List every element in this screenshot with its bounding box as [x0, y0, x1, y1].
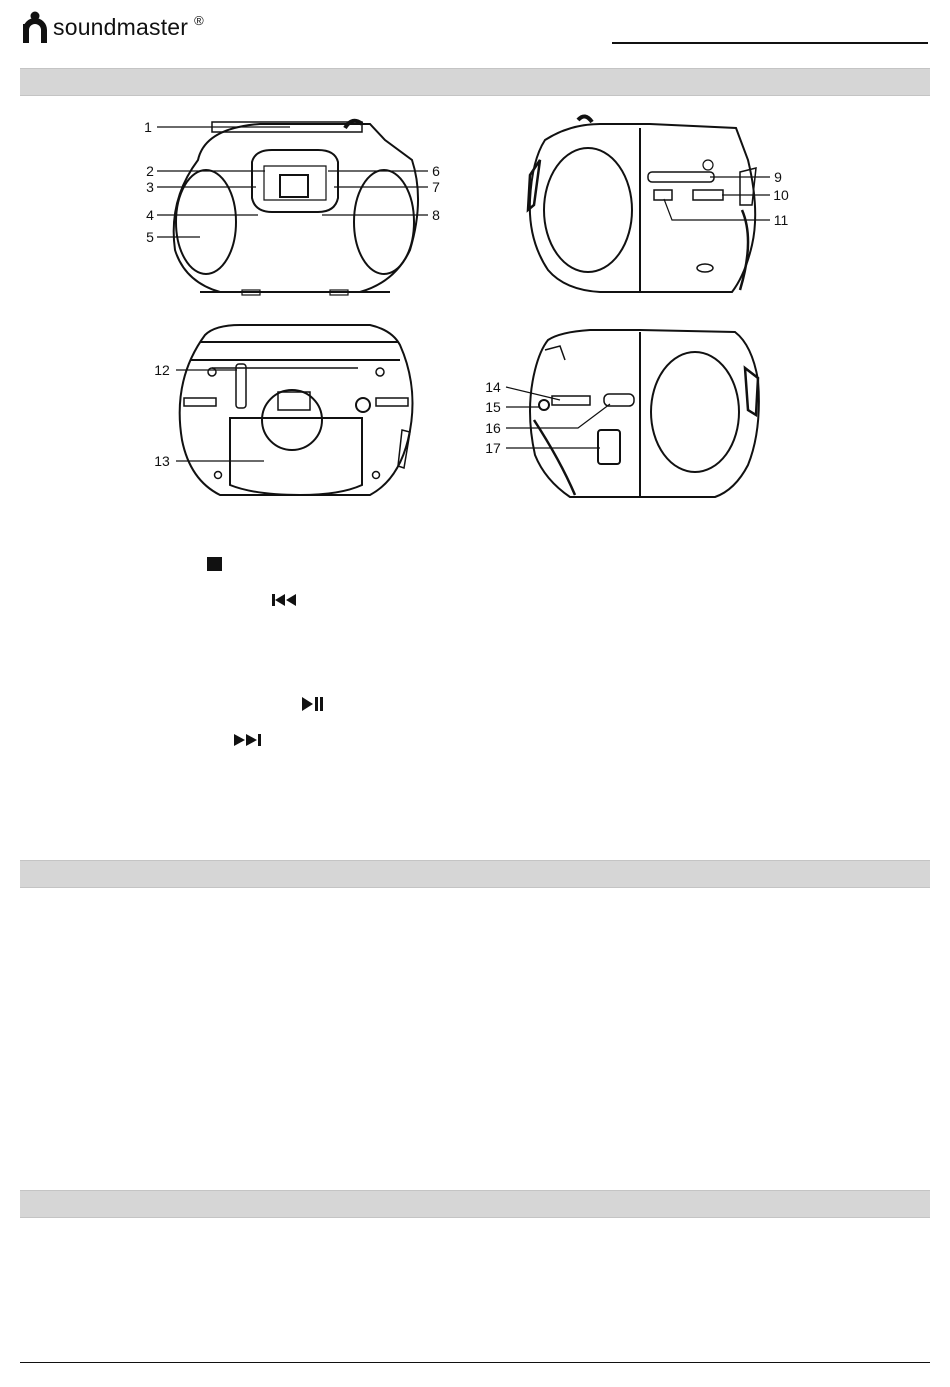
callout-10: 10 — [773, 187, 789, 203]
registered-mark: ® — [194, 12, 204, 28]
callout-15: 15 — [485, 399, 501, 415]
skip-forward-icon — [232, 732, 264, 748]
callout-2: 2 — [146, 163, 154, 179]
front-view — [174, 121, 418, 295]
callout-5: 5 — [146, 229, 154, 245]
stop-icon — [206, 556, 224, 572]
callout-16: 16 — [485, 420, 501, 436]
brand-logo — [20, 10, 204, 44]
back-view — [180, 325, 413, 495]
side-view-left — [530, 330, 759, 497]
side-view-right — [528, 116, 756, 292]
callout-11: 11 — [773, 212, 789, 228]
callout-13: 13 — [154, 453, 170, 469]
callout-4: 4 — [146, 207, 154, 223]
section-bar-2 — [20, 860, 930, 888]
callout-1: 1 — [144, 119, 152, 135]
play-pause-icon — [300, 696, 326, 712]
callout-6: 6 — [432, 163, 440, 179]
callout-7: 7 — [432, 179, 440, 195]
callout-8: 8 — [432, 207, 440, 223]
section-bar-3 — [20, 1190, 930, 1218]
section-bar-1 — [20, 68, 930, 96]
callout-9: 9 — [774, 169, 782, 185]
brand-name: soundmaster — [53, 13, 189, 40]
header-rule — [612, 42, 928, 44]
soundmaster-logo-icon — [20, 10, 50, 44]
callout-12: 12 — [154, 362, 170, 378]
skip-back-icon — [270, 592, 300, 608]
callout-3: 3 — [146, 179, 154, 195]
footer-rule — [20, 1362, 930, 1363]
callout-17: 17 — [485, 440, 501, 456]
callout-14: 14 — [485, 379, 501, 395]
product-diagram — [0, 100, 950, 520]
